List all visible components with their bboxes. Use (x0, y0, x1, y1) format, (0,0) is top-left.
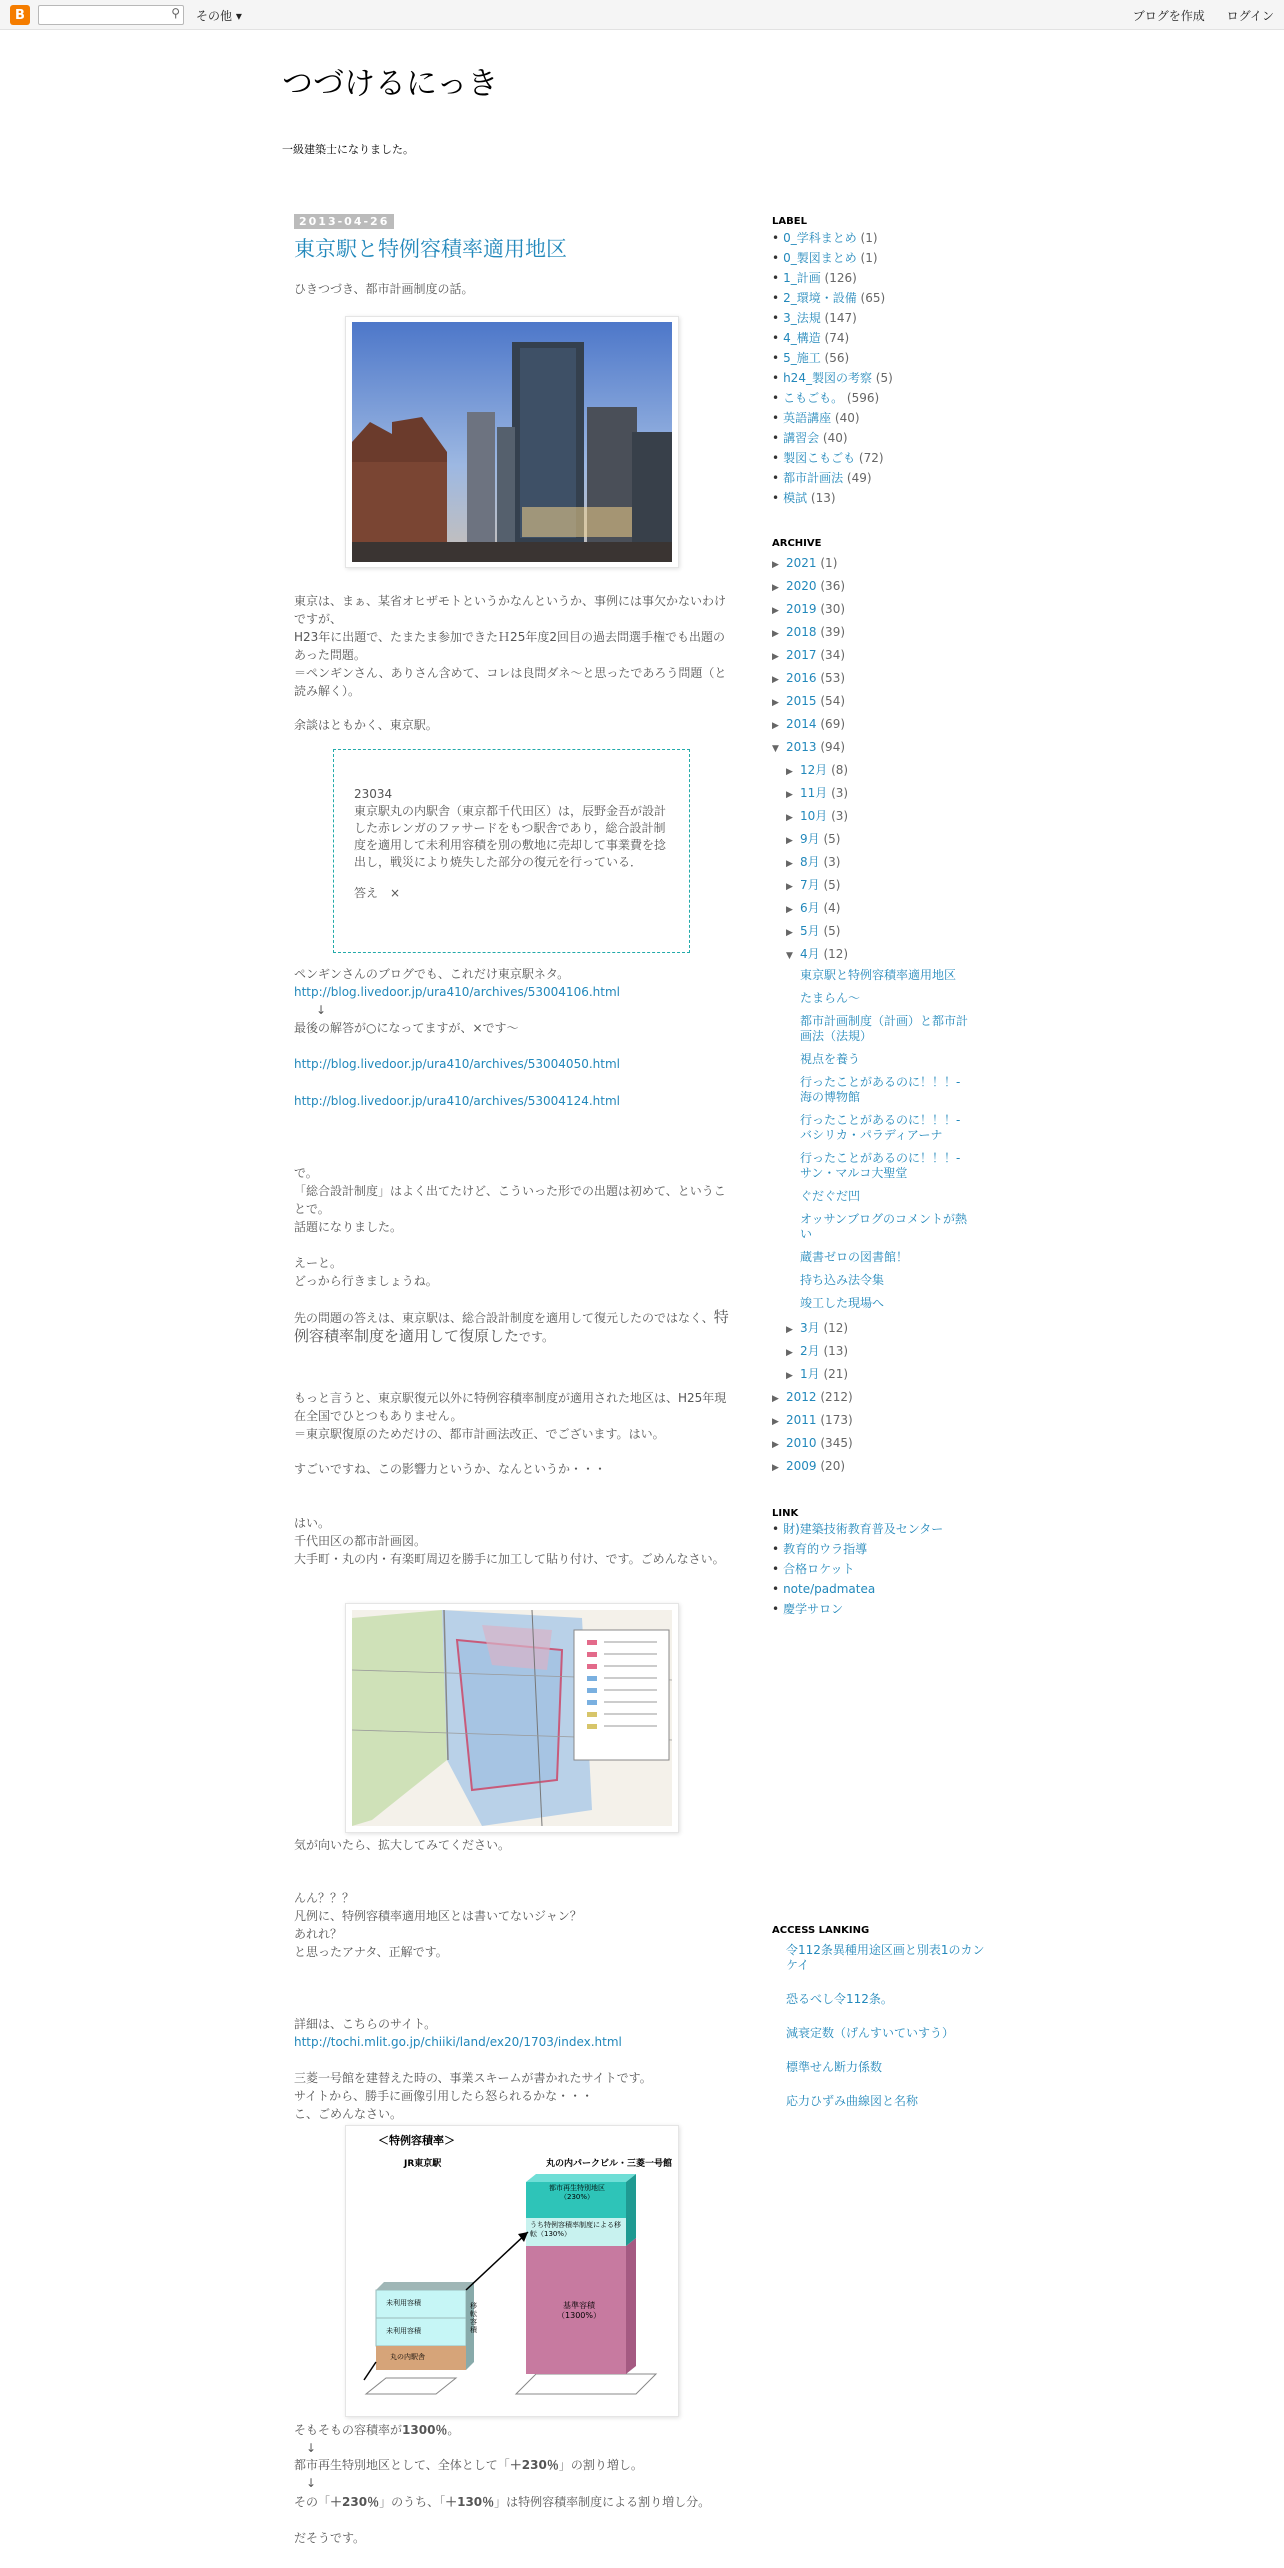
expand-icon: ▶ (786, 1325, 793, 1335)
more-menu[interactable]: その他 ▾ (196, 9, 242, 23)
archive-post-link[interactable]: 蔵書ゼロの図書館！ (800, 1250, 909, 1264)
post-link3 (294, 1092, 729, 1110)
archive-year[interactable]: ▶ 2012 (212) (772, 1388, 1002, 1411)
archive-month[interactable]: ▶ 9月 (5) (772, 830, 1002, 853)
label-item[interactable]: • 講習会 (40) (772, 429, 992, 449)
label-item[interactable]: • 5_施工 (56) (772, 349, 992, 369)
tokyo-station-photo[interactable] (345, 316, 679, 568)
expand-icon: ▶ (772, 1394, 779, 1404)
expand-icon: ▶ (772, 675, 779, 685)
archive-year-2013[interactable]: ▼ 2013 (94) (772, 738, 1002, 761)
label-item[interactable]: • 1_計画 (126) (772, 269, 992, 289)
diagram-base: 基準容積 （1300%） (557, 2301, 601, 2320)
expand-icon: ▶ (786, 767, 793, 777)
archive-year[interactable]: ▶ 2020 (36) (772, 577, 1002, 600)
quote-answer: 答え × (354, 886, 401, 900)
link-list (772, 1520, 992, 1620)
lanking-item[interactable]: 標準せん断力係数 (786, 2060, 883, 2074)
lanking-list (786, 1943, 986, 2128)
post-para7: 先の問題の答えは、東京駅は、総合設計制度を適用して復元したのではなく、特例容積率制度を適用して復原したです。 (294, 1308, 729, 1345)
nav-right (1115, 7, 1274, 24)
expand-icon: ▶ (772, 583, 779, 593)
lanking-item[interactable]: 恐るべし令112条。 (786, 1992, 893, 2006)
archive-month[interactable]: ▶ 5月 (5) (772, 922, 1002, 945)
diagram-unused-2: 未利用容積 (386, 2327, 421, 2335)
archive-month[interactable]: ▶ 8月 (3) (772, 853, 1002, 876)
post-para5: で。 「総合設計制度」はよく出てたけど、こういった形での出題は初めて、ということで。 話題になりました。 (294, 1166, 726, 1234)
expand-icon: ▶ (786, 882, 793, 892)
diagram-top-box: 都市再生特別地区 （230%） (549, 2184, 605, 2201)
penguin-blog-link-1[interactable]: http://blog.livedoor.jp/ura410/archives/53004106.html (294, 985, 620, 999)
mlit-link[interactable]: http://tochi.mlit.go.jp/chiiki/land/ex20/1703/index.html (294, 2035, 622, 2049)
penguin-blog-link-2[interactable]: http://blog.livedoor.jp/ura410/archives/53004050.html (294, 1057, 620, 1071)
archive-year[interactable]: ▶ 2015 (54) (772, 692, 1002, 715)
city-plan-map-image (352, 1610, 672, 1826)
archive-post-link[interactable]: 持ち込み法令集 (800, 1273, 885, 1287)
label-item[interactable]: • 3_法規 (147) (772, 309, 992, 329)
expand-icon: ▶ (772, 652, 779, 662)
archive-month[interactable]: ▶ 1月 (21) (772, 1365, 1002, 1388)
archive-month[interactable]: ▶ 11月 (3) (772, 784, 1002, 807)
diagram-mid-box: うち特例容積率制度による移転（130%） (530, 2221, 621, 2238)
expand-icon: ▶ (772, 560, 779, 570)
diagram-unused-1: 未利用容積 (386, 2299, 421, 2307)
blogger-icon[interactable]: B (10, 5, 30, 25)
expand-icon: ▶ (772, 1463, 779, 1473)
expand-icon: ▶ (772, 629, 779, 639)
diagram-title: ＜特例容積率＞ (378, 2134, 455, 2147)
expand-icon: ▶ (772, 1417, 779, 1427)
post-para1: 東京は、まぁ、某省オヒザモトというかなんというか、事例には事欠かないわけですが、 H23年に出題で、たまたま参加できたＨ25年度2回目の過去問選手権でも出題のあった問題。 ＝ペンギンさん、ありさん含めて、コレは良問ダネ～と思ったであろう問題（と読み解く）。 (294, 594, 727, 698)
label-item[interactable]: • こもごも。 (596) (772, 389, 992, 409)
create-blog-link[interactable]: ブログを作成 (1132, 9, 1205, 23)
expand-icon: ▶ (786, 790, 793, 800)
expand-icon: ▶ (786, 1348, 793, 1358)
diagram-right-label: 丸の内パークビル・三菱一号館 (546, 2159, 673, 2169)
quote-number: 23034 (354, 787, 393, 801)
post-para6: えーと。 どっから行きましょうね。 (294, 1256, 438, 1288)
archive-month[interactable]: ▶ 2月 (13) (772, 1342, 1002, 1365)
label-item[interactable]: • 2_環境・設備 (65) (772, 289, 992, 309)
label-item[interactable]: • 製図こもごも (72) (772, 449, 992, 469)
expand-icon: ▶ (786, 836, 793, 846)
expand-icon: ▶ (772, 606, 779, 616)
archive-post-link[interactable]: 都市計画制度（計画）と都市計画法（法規） (800, 1014, 969, 1043)
post-para16: 都市再生特別地区として、全体として「＋230％」の割り増し。 ↓ (294, 2458, 643, 2490)
label-item[interactable]: • 英語講座 (40) (772, 409, 992, 429)
archive-post-link[interactable]: 竣工した現場へ (800, 1296, 885, 1310)
archive-post-link[interactable]: 視点を養う (800, 1052, 861, 1066)
post-para2: 余談はともかく、東京駅。 (294, 718, 438, 732)
label-item[interactable]: • h24_製図の考察 (5) (772, 369, 992, 389)
archive-post-link[interactable]: たまらん～ (800, 991, 861, 1005)
collapse-icon: ▼ (772, 744, 779, 754)
blog-description: 一級建築士になりました。 (282, 143, 414, 156)
post-para8: もっと言うと、東京駅復元以外に特例容積率制度が適用された地区は、H25年現在全国でひとつもありません。 ＝東京駅復原のためだけの、都市計画法改正、でございます。はい。 (294, 1391, 727, 1441)
link-item[interactable]: • 合格ロケット (772, 1560, 992, 1580)
link-item[interactable]: • 教育的ウラ指導 (772, 1540, 992, 1560)
label-item[interactable]: • 0_製図まとめ (1) (772, 249, 992, 269)
post-para18: だそうです。 (294, 2531, 366, 2545)
archive-post-link[interactable]: 東京駅と特例容積率適用地区 (800, 968, 957, 982)
post-para11: 気が向いたら、拡大してみてください。 (294, 1838, 511, 1852)
archive-year[interactable]: ▶ 2018 (39) (772, 623, 1002, 646)
lanking-item[interactable]: 令112条異種用途区画と別表1のカンケイ (786, 1943, 985, 1972)
archive-year[interactable]: ▶ 2010 (345) (772, 1434, 1002, 1457)
archive-month[interactable]: ▶ 3月 (12) (772, 1319, 1002, 1342)
archive-year[interactable]: ▶ 2011 (173) (772, 1411, 1002, 1434)
archive-month[interactable]: ▶ 10月 (3) (772, 807, 1002, 830)
archive-list (772, 554, 1002, 1480)
post-intro: ひきつづき、都市計画制度の話。 (294, 282, 474, 296)
label-title: LABEL (772, 216, 807, 227)
post-title[interactable]: 東京駅と特例容積率適用地区 (294, 237, 567, 261)
city-plan-map[interactable] (345, 1603, 679, 1833)
lanking-item[interactable]: 応力ひずみ曲線図と名称 (786, 2094, 919, 2108)
archive-month[interactable]: ▶ 6月 (4) (772, 899, 1002, 922)
diagram-graphic (346, 2162, 676, 2412)
post-para17: その「＋230％」のうち、「＋130％」は特例容積率制度による割り増し分。 (294, 2495, 711, 2509)
label-item[interactable]: • 都市計画法 (49) (772, 469, 992, 489)
archive-year[interactable]: ▶ 2017 (34) (772, 646, 1002, 669)
post-date: 2013-04-26 (294, 214, 394, 229)
far-diagram[interactable] (345, 2125, 679, 2417)
lanking-title: ACCESS LANKING (772, 1925, 870, 1936)
diagram-station: 丸の内駅舎 (390, 2353, 425, 2361)
diagram-left-label: JR東京駅 (404, 2159, 442, 2169)
label-item[interactable]: • 0_学科まとめ (1) (772, 229, 992, 249)
quote-text: 東京駅丸の内駅舎（東京都千代田区）は，辰野金吾が設計した赤レンガのファサードをもつ駅舎であり，総合設計制度を適用して未利用容積を別の敷地に売却して事業費を捻出し，戦災により焼失した部分の復元を行っている． (354, 804, 667, 869)
archive-year[interactable]: ▶ 2021 (1) (772, 554, 1002, 577)
expand-icon: ▶ (772, 1440, 779, 1450)
archive-month[interactable]: ▶ 7月 (5) (772, 876, 1002, 899)
expand-icon: ▶ (786, 905, 793, 915)
tokyo-station-image (352, 322, 672, 562)
archive-title: ARCHIVE (772, 538, 822, 549)
label-item[interactable]: • 模試 (13) (772, 489, 992, 509)
penguin-blog-link-3[interactable]: http://blog.livedoor.jp/ura410/archives/53004124.html (294, 1094, 620, 1108)
down-arrow: ↓ (316, 1003, 327, 1017)
archive-post-link[interactable]: 行ったことがあるのに！！！- サン・マルコ大聖堂 (800, 1151, 961, 1180)
blog-title[interactable]: つづけるにっき (282, 66, 499, 102)
login-link[interactable]: ログイン (1226, 9, 1274, 23)
post-para15: そもそもの容積率が1300％。 ↓ (294, 2423, 460, 2455)
quote-box (333, 749, 690, 953)
post-para9: すごいですね、この影響力というか、なんというか・・・ (294, 1462, 607, 1476)
navbar (0, 0, 1284, 30)
archive-month[interactable]: ▶ 12月 (8) (772, 761, 1002, 784)
post-para12: んん？？？ 凡例に、特例容積率適用地区とは書いてないジャン？ あれれ？ と思ったアナタ、正解です。 (294, 1891, 582, 1959)
expand-icon: ▶ (786, 1371, 793, 1381)
archive-month-april[interactable]: ▼ 4月 (12) (772, 945, 1002, 968)
link-item[interactable]: • 慶学サロン (772, 1600, 992, 1620)
expand-icon: ▶ (786, 928, 793, 938)
post-para3: ペンギンさんのブログでも、これだけ東京駅ネタ。 http://blog.livedoor.jp/ura410/archives/53004106.html ↓ 最後の解答が○になってますが、×です～ (294, 965, 729, 1037)
archive-year[interactable]: ▶ 2019 (30) (772, 600, 1002, 623)
post-para14: 三菱一号館を建替えた時の、事業スキームが書かれたサイトです。 サイトから、勝手に画像引用したら怒られるかな・・・ こ、ごめんなさい。 (294, 2071, 652, 2121)
post-para13: 詳細は、こちらのサイト。 http://tochi.mlit.go.jp/chiiki/land/ex20/1703/index.html (294, 2017, 622, 2049)
label-list (772, 229, 992, 509)
search-icon[interactable]: ⚲ (171, 6, 180, 20)
label-item[interactable]: • 4_構造 (74) (772, 329, 992, 349)
archive-post-link[interactable]: オッサンブログのコメントが熱い (800, 1212, 968, 1241)
archive-post-link[interactable]: 行ったことがあるのに！！！- バシリカ・パラディアーナ (800, 1113, 961, 1142)
diagram-side-label: 移転容積 (470, 2302, 477, 2334)
link-title: LINK (772, 1508, 799, 1519)
archive-year[interactable]: ▶ 2009 (20) (772, 1457, 1002, 1480)
lanking-item[interactable]: 減衰定数（げんすいていすう） (786, 2026, 955, 2040)
post-link2 (294, 1055, 729, 1073)
expand-icon: ▶ (772, 698, 779, 708)
collapse-icon: ▼ (786, 951, 793, 961)
search-input[interactable] (38, 5, 184, 25)
archive-post-link[interactable]: ぐだぐだ凹 (800, 1189, 861, 1203)
archive-post-link[interactable]: 行ったことがあるのに！！！- 海の博物館 (800, 1075, 961, 1104)
post-para10: はい。 千代田区の都市計画図。 大手町・丸の内・有楽町周辺を勝手に加工して貼り付け、です。ごめんなさい。 (294, 1516, 725, 1566)
archive-year[interactable]: ▶ 2016 (53) (772, 669, 1002, 692)
link-item[interactable]: • note/padmatea (772, 1580, 992, 1600)
link-item[interactable]: • 財)建築技術教育普及センター (772, 1520, 992, 1540)
archive-year[interactable]: ▶ 2014 (69) (772, 715, 1002, 738)
expand-icon: ▶ (772, 721, 779, 731)
expand-icon: ▶ (786, 813, 793, 823)
expand-icon: ▶ (786, 859, 793, 869)
